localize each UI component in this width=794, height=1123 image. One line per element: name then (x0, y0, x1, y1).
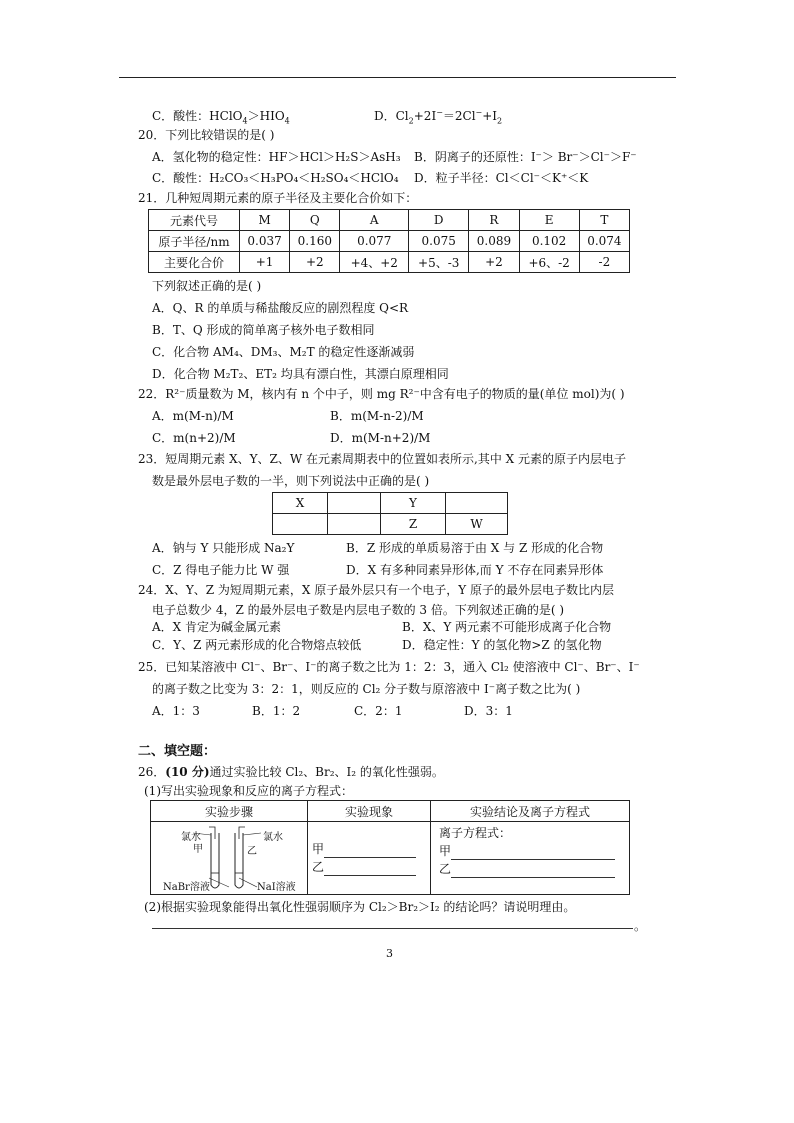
q25-stem-line2: 的离子数之比变为 3：2：1，则反应的 Cl₂ 分子数与原溶液中 I⁻离子数之比为( ) (152, 682, 581, 696)
q23-option-c: C．Z 得电子能力比 W 强 (152, 563, 290, 577)
q20-option-d: D．粒子半径：Cl＜Cl⁻＜K⁺＜K (414, 171, 589, 185)
section-title: 二、填空题： (138, 744, 217, 759)
q23-periodic-table (272, 492, 508, 535)
q25-option-c: C．2：1 (354, 704, 403, 718)
q25-option-d: D．3：1 (464, 704, 513, 718)
table-header: M (240, 210, 290, 231)
eq-yi-line: 乙 (439, 860, 629, 878)
table-cell: 0.074 (579, 231, 629, 252)
table-cell: 0.077 (340, 231, 409, 252)
table-header: T (579, 210, 629, 231)
table-cell: Y (381, 493, 446, 514)
left-solution-label: NaBr溶液 (163, 882, 210, 893)
phenomenon-cell (308, 822, 431, 895)
table-cell: W (446, 514, 508, 535)
q23-stem-line1: 23．短周期元素 X、Y、Z、W 在元素周期表中的位置如表所示,其中 X 元素的原子内层电子 (138, 452, 627, 466)
table-header: Q (290, 210, 340, 231)
answer-line (152, 928, 633, 929)
q24-option-b: B．X、Y 两元素不可能形成离子化合物 (402, 620, 612, 634)
left-tube-label: 甲 (193, 844, 203, 855)
eq-jia-line: 甲 (439, 842, 629, 860)
q19-option-d: D．$Cl_2+2I^-=2Cl^-+I_2$ (374, 108, 503, 126)
q20-option-b: B．阴离子的还原性：I⁻＞ Br⁻＞Cl⁻＞F⁻ (414, 150, 637, 164)
table-header: D (409, 210, 469, 231)
q22-option-c: C．m(n+2)/M (152, 431, 236, 445)
q23-option-d: D．X 有多种同素异形体,而 Y 不存在同素异形体 (346, 563, 604, 577)
table-cell (446, 493, 508, 514)
q26-part1: (1)写出实验现象和反应的离子方程式： (144, 784, 353, 798)
q21-sub-stem: 下列叙述正确的是( ) (152, 279, 262, 293)
table-cell: 0.102 (519, 231, 579, 252)
table-header: 实验步骤 (151, 801, 308, 822)
q24-stem-line2: 电子总数少 4，Z 的最外层电子数是内层电子数的 3 倍。下列叙述正确的是( ) (152, 603, 565, 617)
experiment-diagram-cell (151, 822, 308, 895)
q23-option-a: A．钠与 Y 只能形成 Na₂Y (152, 541, 295, 555)
table-cell: X (273, 493, 328, 514)
q24-option-a: A．X 肯定为碱金属元素 (152, 620, 282, 634)
table-cell: +6、-2 (519, 252, 579, 273)
q25-option-a: A．1：3 (152, 704, 200, 718)
table-cell: +2 (290, 252, 340, 273)
q23-option-b: B．Z 形成的单质易溶于由 X 与 Z 形成的化合物 (346, 541, 604, 555)
phenom-jia-line: 甲 (312, 840, 430, 858)
q22-option-a: A．m(M-n)/M (152, 409, 234, 423)
q26-experiment-table (150, 800, 630, 895)
table-cell: +5、-3 (409, 252, 469, 273)
right-tube-label: 乙 (247, 846, 257, 857)
q22-option-b: B．m(M-n-2)/M (330, 409, 424, 423)
q20-option-c: C．酸性：H₂CO₃＜H₃PO₄＜H₂SO₄＜HClO₄ (152, 171, 399, 185)
q21-option-d: D．化合物 M₂T₂、ET₂ 均具有漂白性，其漂白原理相同 (152, 367, 449, 381)
q22-stem: 22．R²⁻质量数为 M，核内有 n 个中子，则 mg R²⁻中含有电子的物质的量(单位 mol)为( ) (138, 387, 625, 401)
table-cell: Z (381, 514, 446, 535)
q25-stem-line1: 25．已知某溶液中 Cl⁻、Br⁻、I⁻的离子数之比为 1：2：3，通入 Cl₂ 使溶液中 Cl⁻、Br⁻、I⁻ (138, 660, 640, 674)
table-header: 实验现象 (308, 801, 431, 822)
q26-part2: (2)根据实验现象能得出氧化性强弱顺序为 Cl₂＞Br₂＞I₂ 的结论吗？请说明理由。 (144, 900, 576, 914)
table-cell: 原子半径/nm (149, 231, 240, 252)
q23-stem-line2: 数是最外层电子数的一半，则下列说法中正确的是( ) (152, 474, 430, 488)
q25-option-b: B．1：2 (252, 704, 301, 718)
table-cell: 0.075 (409, 231, 469, 252)
table-header: 实验结论及离子方程式 (431, 801, 630, 822)
q21-option-c: C．化合物 AM₄、DM₃、M₂T 的稳定性逐渐减弱 (152, 345, 415, 359)
q24-option-d: D．稳定性：Y 的氢化物>Z 的氢化物 (402, 638, 602, 652)
ionic-equation-label: 离子方程式： (439, 826, 512, 840)
table-cell: +4、+2 (340, 252, 409, 273)
right-reagent-label: 氯水 (263, 832, 283, 843)
table-cell: 0.089 (469, 231, 519, 252)
header-rule (119, 77, 676, 78)
right-solution-label: NaI溶液 (257, 882, 296, 893)
table-header: A (340, 210, 409, 231)
left-reagent-label: 氯水 (181, 832, 201, 843)
answer-period: 。 (634, 919, 647, 933)
table-cell: 0.037 (240, 231, 290, 252)
q20-option-a: A．氢化物的稳定性：HF＞HCl＞H₂S＞AsH₃ (152, 150, 401, 164)
phenom-yi-line: 乙 (312, 858, 430, 876)
q21-stem: 21．几种短周期元素的原子半径及主要化合价如下： (138, 191, 418, 205)
q21-element-table (148, 209, 630, 273)
table-cell: 0.160 (290, 231, 340, 252)
table-cell (273, 514, 328, 535)
table-header: 元素代号 (149, 210, 240, 231)
table-header: R (469, 210, 519, 231)
table-cell: +1 (240, 252, 290, 273)
q26-stem: 26．(10 分)通过实验比较 Cl₂、Br₂、I₂ 的氧化性强弱。 (138, 765, 444, 779)
table-cell (328, 514, 381, 535)
q24-option-c: C．Y、Z 两元素形成的化合物熔点较低 (152, 638, 362, 652)
table-cell: -2 (579, 252, 629, 273)
q22-option-d: D．m(M-n+2)/M (330, 431, 431, 445)
q24-stem-line1: 24．X、Y、Z 为短周期元素，X 原子最外层只有一个电子，Y 原子的最外层电子数比内层 (138, 583, 614, 597)
table-cell: 主要化合价 (149, 252, 240, 273)
page-number: 3 (386, 947, 393, 960)
table-header: E (519, 210, 579, 231)
q20-stem: 20．下列比较错误的是( ) (138, 128, 275, 142)
conclusion-cell (431, 822, 630, 895)
table-cell: +2 (469, 252, 519, 273)
table-cell (328, 493, 381, 514)
q21-option-a: A．Q、R 的单质与稀盐酸反应的剧烈程度 Q<R (152, 301, 409, 315)
q21-option-b: B．T、Q 形成的简单离子核外电子数相同 (152, 323, 375, 337)
q19-option-c: C．酸性：$HClO_4>HIO_4$ (152, 109, 290, 126)
